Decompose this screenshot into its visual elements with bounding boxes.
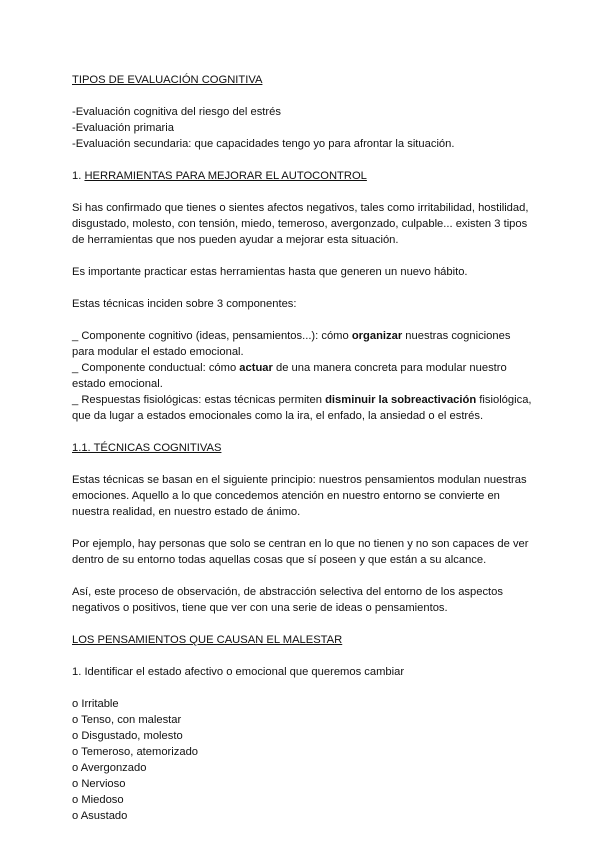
section-1-1-paragraph-3: Así, este proceso de observación, de abstracción selectiva del entorno de los aspectos negativos o positivos, tiene que ver con una serie de ideas o pensamientos. xyxy=(72,586,503,614)
section-1-number: 1. xyxy=(72,170,82,182)
section-1-1-paragraph-2: Por ejemplo, hay personas que solo se centran en lo que no tienen y no son capaces de ver dentro de su entorno todas aquellas cosas que sí poseen y que están a su alcance. xyxy=(72,538,529,566)
section-1-1-heading: 1.1. TÉCNICAS COGNITIVAS xyxy=(72,442,222,454)
list-item: o Irritable xyxy=(72,698,119,710)
document-body xyxy=(72,72,532,824)
eval-type-3: -Evaluación secundaria: que capacidades tengo yo para afrontar la situación. xyxy=(72,138,455,150)
section-1-1-paragraph-1: Estas técnicas se basan en el siguiente principio: nuestros pensamientos modulan nuestras emociones. Aquello a lo que concedemos atención en nuestro entorno se convierte en nuestra realidad, en nuestro estado de ánimo. xyxy=(72,474,527,518)
list-item: o Avergonzado xyxy=(72,762,147,774)
section-1-heading xyxy=(72,168,532,184)
step-1: 1. Identificar el estado afectivo o emocional que queremos cambiar xyxy=(72,666,405,678)
doc-title: TIPOS DE EVALUACIÓN COGNITIVA xyxy=(72,74,263,86)
component-cognitive-text-a: _ Componente cognitivo (ideas, pensamientos...): cómo xyxy=(72,330,352,342)
component-physiological-text-a: _ Respuestas fisiológicas: estas técnicas permiten xyxy=(72,394,326,406)
list-item: o Miedoso xyxy=(72,794,124,806)
component-behavioral-text-b: de una manera concreta para modular nuestro estado emocional. xyxy=(72,362,507,390)
section-1-paragraph-3: Estas técnicas inciden sobre 3 componentes: xyxy=(72,298,297,310)
section-1-title: HERRAMIENTAS PARA MEJORAR EL AUTOCONTROL xyxy=(84,170,367,182)
section-1-paragraph-1: Si has confirmado que tienes o sientes afectos negativos, tales como irritabilidad, hostilidad, disgustado, molesto, con tensión, miedo, temeroso, avergonzado, culpable... existen 3 tipos de herramientas que nos pueden ayudar a mejorar esta situación. xyxy=(72,202,529,246)
component-physiological xyxy=(72,392,532,424)
component-behavioral xyxy=(72,360,532,392)
list-item: o Disgustado, molesto xyxy=(72,730,183,742)
list-item: o Temeroso, atemorizado xyxy=(72,746,199,758)
component-behavioral-text-a: _ Componente conductual: cómo xyxy=(72,362,240,374)
component-behavioral-bold: actuar xyxy=(239,362,273,374)
component-physiological-bold: disminuir la sobreactivación xyxy=(325,394,477,406)
list-item: o Nervioso xyxy=(72,778,126,790)
component-physiological-text-b: fisiológica, que da lugar a estados emocionales como la ira, el enfado, la ansiedad o el estrés. xyxy=(72,394,532,422)
list-item: o Asustado xyxy=(72,810,128,822)
eval-type-2: -Evaluación primaria xyxy=(72,122,174,134)
eval-type-1: -Evaluación cognitiva del riesgo del estrés xyxy=(72,106,281,118)
component-cognitive-text-b: nuestras cogniciones para modular el estado emocional. xyxy=(72,330,511,358)
thoughts-heading: LOS PENSAMIENTOS QUE CAUSAN EL MALESTAR xyxy=(72,634,343,646)
component-cognitive xyxy=(72,328,532,360)
component-cognitive-bold: organizar xyxy=(351,330,403,342)
list-item: o Tenso, con malestar xyxy=(72,714,182,726)
section-1-paragraph-2: Es importante practicar estas herramientas hasta que generen un nuevo hábito. xyxy=(72,266,468,278)
